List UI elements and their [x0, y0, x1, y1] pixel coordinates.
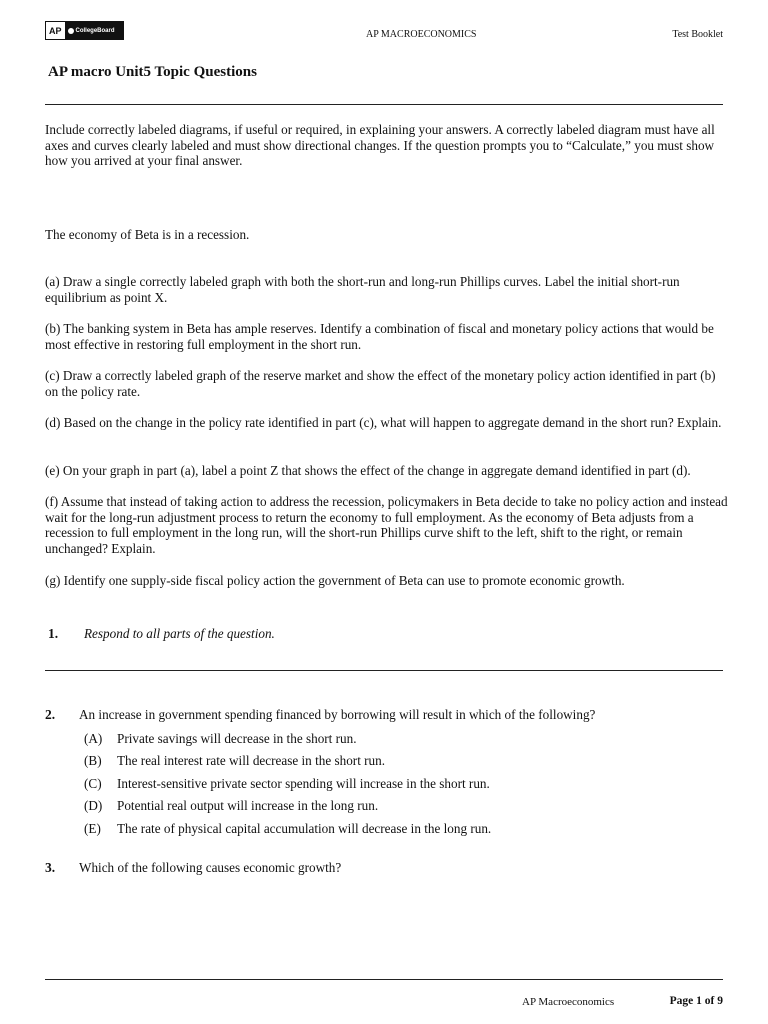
choice-text: Interest-sensitive private sector spending will increase in the short run.	[117, 776, 490, 791]
choice-label: (C)	[84, 776, 102, 791]
footer-divider	[45, 979, 723, 980]
part-b: (b) The banking system in Beta has ample reserves. Identify a combination of fiscal and monetary policy actions that would be most effective in restoring full employment in the short run.	[45, 321, 714, 352]
question-2-number: 2.	[45, 707, 56, 722]
collegeboard-seal-icon	[68, 28, 74, 34]
part-e: (e) On your graph in part (a), label a point Z that shows the effect of the change in aggregate demand identified in part (d).	[45, 463, 691, 478]
question-2-stem: An increase in government spending financed by borrowing will result in which of the following?	[79, 707, 596, 722]
part-a: (a) Draw a single correctly labeled graph with both the short-run and long-run Phillips curves. Label the initial short-run equilibrium as point X.	[45, 274, 680, 305]
choice-label: (D)	[84, 798, 103, 813]
answer-choice[interactable]	[84, 731, 357, 747]
choice-label: (A)	[84, 731, 103, 746]
logo-collegeboard-text: CollegeBoard	[75, 27, 115, 34]
question-3-number: 3.	[45, 860, 56, 875]
choice-text: The rate of physical capital accumulation will decrease in the long run.	[117, 821, 492, 836]
scenario: The economy of Beta is in a recession.	[45, 227, 250, 242]
answer-choice[interactable]	[84, 821, 491, 837]
answer-choice[interactable]	[84, 753, 385, 769]
answer-choice[interactable]	[84, 798, 378, 814]
header-subject: AP MACROECONOMICS	[366, 29, 477, 40]
choice-text: Potential real output will increase in the long run.	[117, 798, 379, 813]
question-1-number: 1.	[48, 626, 59, 641]
logo-collegeboard	[65, 22, 123, 39]
header-booklet: Test Booklet	[672, 29, 723, 40]
part-c: (c) Draw a correctly labeled graph of the reserve market and show the effect of the monetary policy action identified in part (b) on the policy rate.	[45, 368, 716, 399]
choice-text: The real interest rate will decrease in the short run.	[117, 753, 386, 768]
page-title: AP macro Unit5 Topic Questions	[48, 64, 257, 80]
title-divider	[45, 104, 723, 105]
question-3-stem: Which of the following causes economic growth?	[79, 860, 342, 875]
choice-text: Private savings will decrease in the short run.	[117, 731, 357, 746]
part-g: (g) Identify one supply-side fiscal policy action the government of Beta can use to promote economic growth.	[45, 573, 625, 588]
choice-label: (B)	[84, 753, 102, 768]
question-divider	[45, 670, 723, 671]
part-f: (f) Assume that instead of taking action to address the recession, policymakers in Beta decide to take no policy action and instead wait for the long-run adjustment process to return the economy to full employment. As the economy of Beta adjusts from a recession to full employment in the long run, will the short-run Phillips curve shift to the left, shift to the right, or remain unchanged? Explain.	[45, 494, 728, 556]
question-1-text: Respond to all parts of the question.	[84, 626, 275, 641]
page-number: Page 1 of 9	[669, 995, 723, 1007]
instructions: Include correctly labeled diagrams, if useful or required, in explaining your answers. A correctly labeled diagram must have all axes and curves clearly labeled and must show directional changes. If the question prompts you to “Calculate,” you must show how you arrived at your final answer.	[45, 122, 715, 169]
choice-label: (E)	[84, 821, 101, 836]
footer-subject: AP Macroeconomics	[522, 996, 615, 1008]
answer-choice[interactable]	[84, 776, 490, 792]
part-d: (d) Based on the change in the policy rate identified in part (c), what will happen to aggregate demand in the short run? Explain.	[45, 415, 722, 430]
logo-ap: AP	[46, 22, 65, 39]
ap-collegeboard-logo	[45, 21, 124, 40]
